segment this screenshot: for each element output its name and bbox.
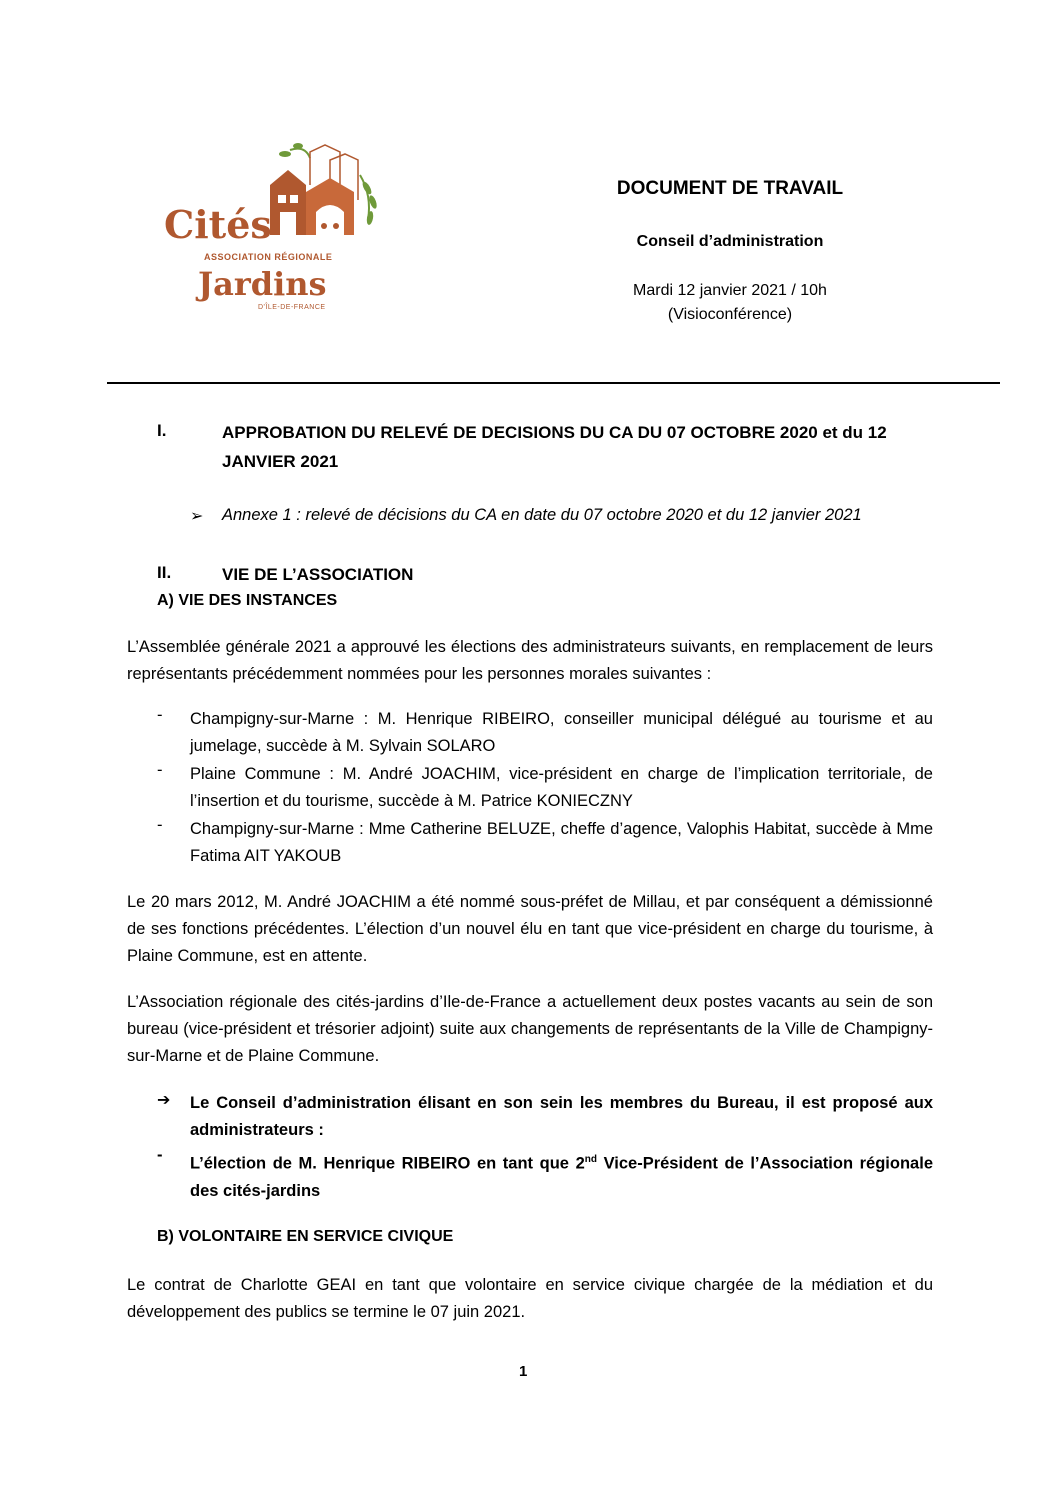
list-dash: -	[157, 816, 163, 834]
section-2-title: VIE DE L’ASSOCIATION	[222, 565, 414, 584]
document-title: DOCUMENT DE TRAVAIL	[616, 178, 844, 199]
election-superscript: nd	[584, 1154, 597, 1165]
proposal-text: Le Conseil d’administration élisant en son sein les membres du Bureau, il est proposé aux administrateurs :	[190, 1094, 933, 1139]
annex-bullet-icon: ➢	[190, 508, 204, 525]
election-text-start: L’élection de M. Henrique RIBEIRO en tant que 2	[190, 1154, 585, 1173]
election-proposal	[190, 1146, 933, 1205]
paragraph-elections: L’Assemblée générale 2021 a approuvé les élections des administrateurs suivants, en remplacement de leurs représentants précédemment nommées pour les personnes morales suivantes :	[127, 638, 933, 683]
paragraph-service-civique: Le contrat de Charlotte GEAI en tant que volontaire en service civique chargée de la médiation et du développement des publics se termine le 07 juin 2021.	[127, 1276, 933, 1321]
list-dash: -	[157, 706, 163, 724]
section-2-number: II.	[157, 563, 172, 582]
list-item: Champigny-sur-Marne : Mme Catherine BELUZE, cheffe d’agence, Valophis Habitat, succède à Mme Fatima AIT YAKOUB	[190, 820, 933, 865]
paragraph-joachim: Le 20 mars 2012, M. André JOACHIM a été nommé sous-préfet de Millau, et par conséquent a démissionné de ses fonctions précédentes. L’élection d’un nouvel élu en tant que vice-président en charge du tourisme, à Plaine Commune, est en attente.	[127, 893, 933, 965]
page-number: 1	[519, 1363, 528, 1380]
logo-text-idf: D'ÎLE-DE-FRANCE	[258, 304, 326, 311]
logo-text-jardins: Jardins	[198, 265, 327, 303]
list-item: Champigny-sur-Marne : M. Henrique RIBEIRO, conseiller municipal délégué au tourisme et au jumelage, succède à M. Sylvain SOLARO	[190, 710, 933, 755]
logo-text-cites: Cités	[164, 202, 272, 247]
meeting-date: Mardi 12 janvier 2021 / 10h	[633, 282, 827, 299]
proposal-arrow-icon: ➔	[157, 1092, 171, 1109]
paragraph-vacancies: L’Association régionale des cités-jardins d’Ile-de-France a actuellement deux postes vacants au sein de son bureau (vice-président et trésorier adjoint) suite aux changements de représentants de la Ville de Champigny-sur-Marne et de Plaine Commune.	[127, 993, 933, 1065]
section-1-title: APPROBATION DU RELEVÉ DE DECISIONS DU CA DU 07 OCTOBRE 2020 et du 12 JANVIER 2021	[222, 423, 887, 471]
meeting-mode: (Visioconférence)	[667, 306, 793, 323]
annex-1-reference: Annexe 1 : relevé de décisions du CA en date du 07 octobre 2020 et du 12 janvier 2021	[222, 506, 862, 524]
section-1-number: I.	[157, 421, 167, 440]
subsection-a-title: A) VIE DES INSTANCES	[157, 592, 338, 609]
header-divider	[107, 382, 1000, 384]
subsection-b-title: B) VOLONTAIRE EN SERVICE CIVIQUE	[157, 1228, 454, 1245]
election-text-end: Vice-Président de l’Association régionale des cités-jardins	[190, 1154, 933, 1200]
logo-text-association: ASSOCIATION RÉGIONALE	[204, 252, 333, 262]
list-dash: -	[157, 761, 163, 779]
meeting-name: Conseil d’administration	[636, 233, 824, 250]
logo	[160, 140, 390, 320]
list-dash: -	[157, 1146, 163, 1164]
list-item: Plaine Commune : M. André JOACHIM, vice-président en charge de l’implication territoriale, de l’insertion et du tourisme, succède à M. Patrice KONIECZNY	[190, 765, 933, 810]
